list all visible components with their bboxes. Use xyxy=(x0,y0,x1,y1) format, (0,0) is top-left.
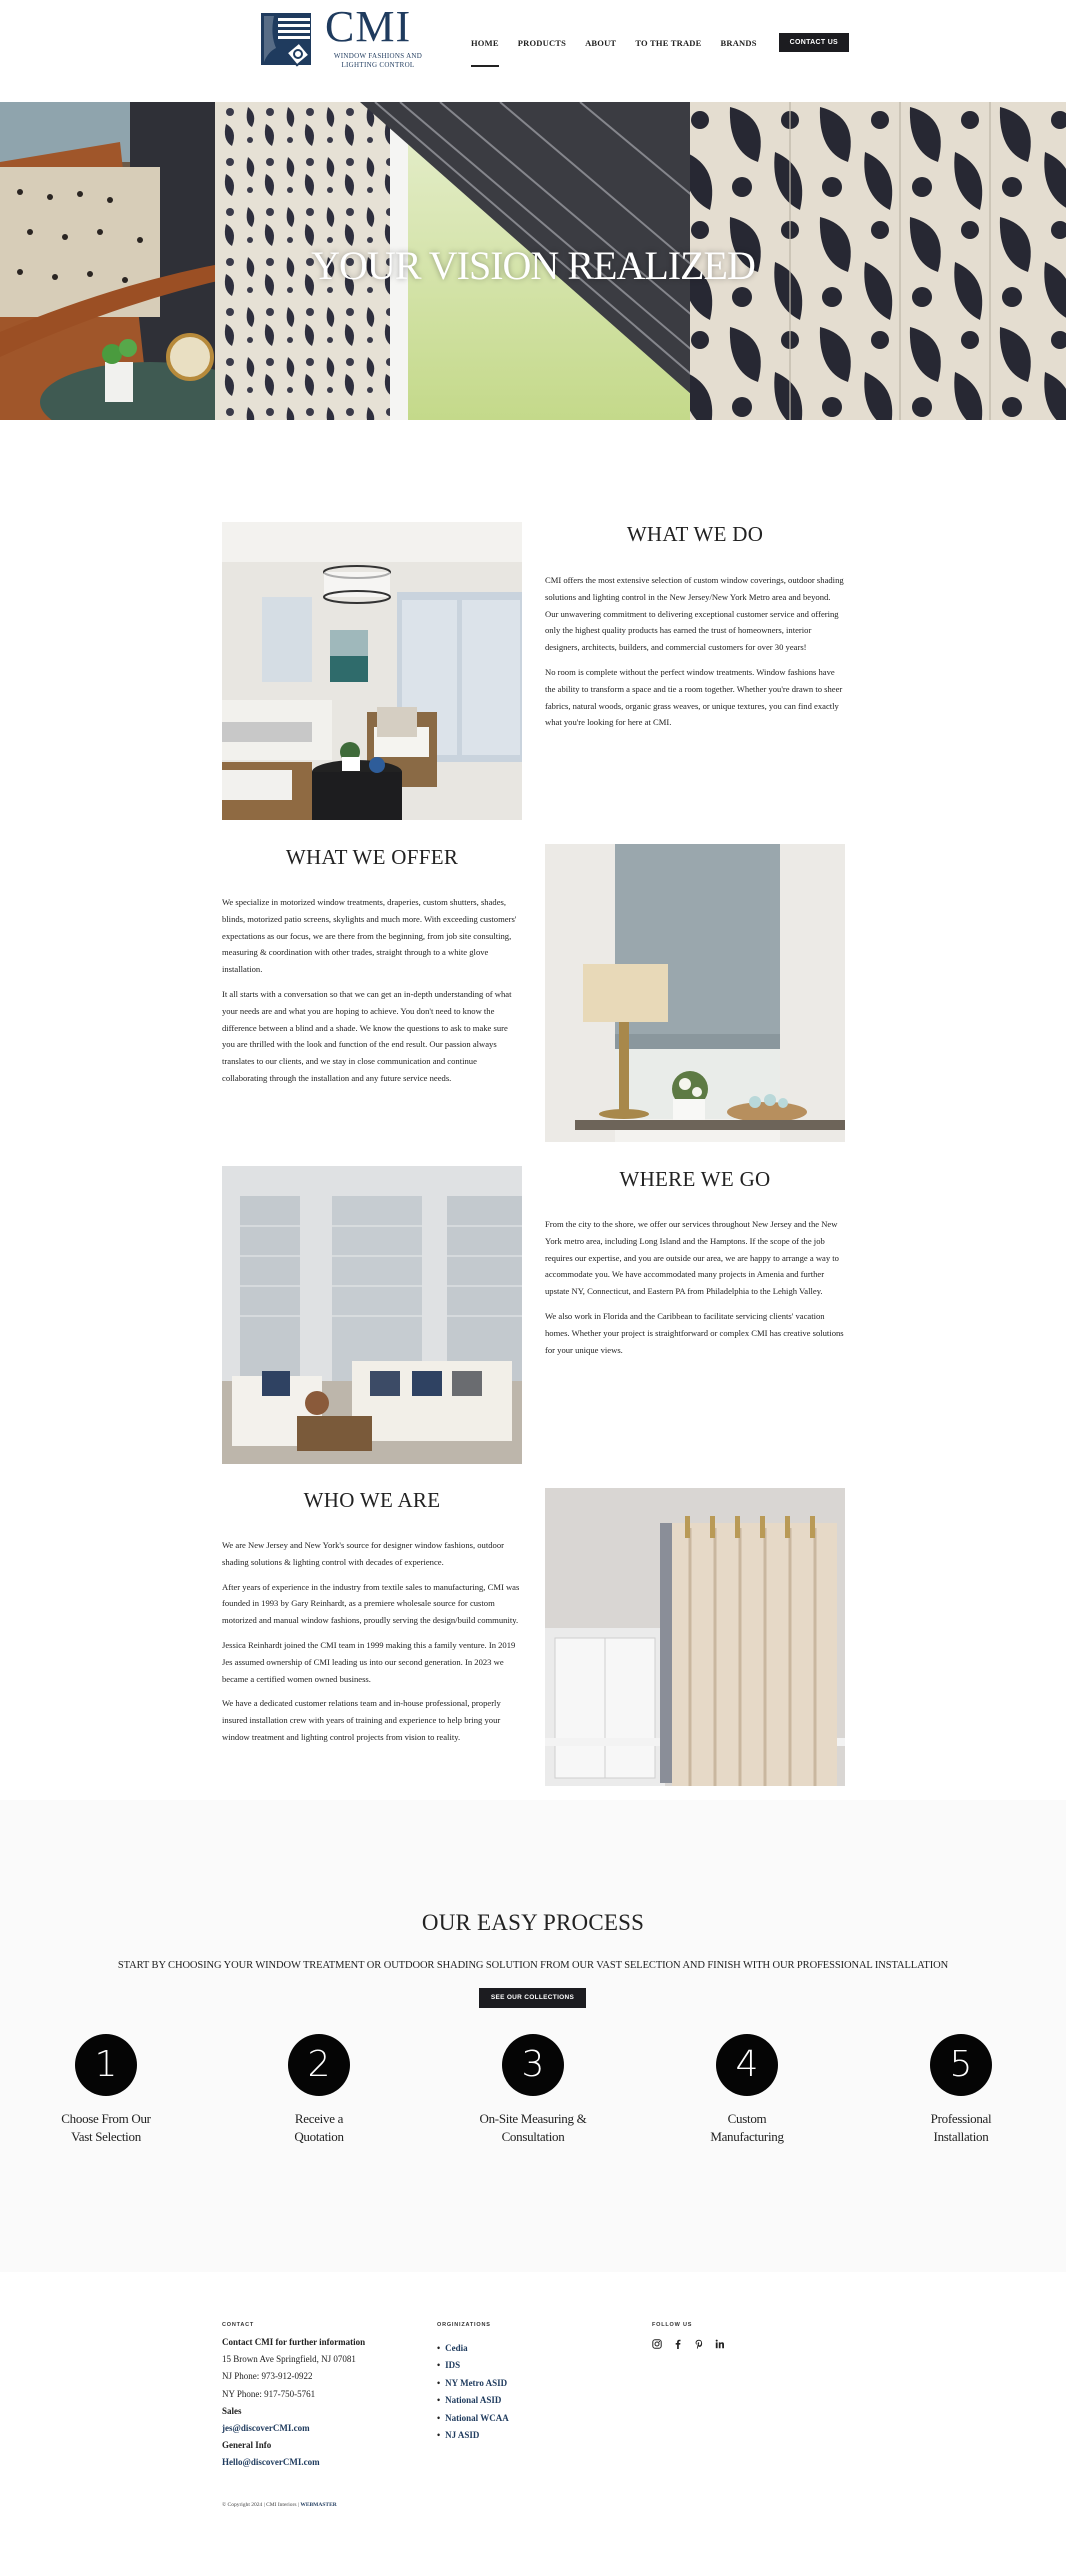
paragraph: Jessica Reinhardt joined the CMI team in 1999 making this a family venture. In 2019 Jes assumed ownership of CMI leading us into our second generation. In 2023 we became a certified women owned business. xyxy=(222,1639,516,1684)
step-label-line2: Quotation xyxy=(294,2129,344,2144)
step-number-badge: 2 xyxy=(288,2034,350,2096)
step-label xyxy=(881,2110,1041,2146)
paragraph: We are New Jersey and New York's source for designer window fashions, outdoor shading solutions & lighting control with decades of experience. xyxy=(222,1540,504,1567)
sales-label: Sales xyxy=(222,2405,242,2416)
paragraph: From the city to the shore, we offer our services throughout New Jersey and the New York metro area, including Long Island and the Hamptons. If the scope of the job requires our expertise, and you are outside our area, we are happy to arrange a way to accommodate you. We have accommodated many projects in Amenia and further upstate NY, Connecticut, and Eastern PA from Philadelphia to the Lehigh Valley. xyxy=(545,1219,839,1297)
paragraph: After years of experience in the industry from textile sales to manufacturing, CMI was founded in 1993 by Gary Reinhardt, as a premiere wholesale source for custom motorized and manual window fashions, proudly serving the design/build community. xyxy=(222,1581,520,1626)
step-label xyxy=(453,2110,613,2146)
section-title-what-we-offer: WHAT WE OFFER xyxy=(285,845,459,869)
pleated-drapery-photo xyxy=(545,1488,845,1786)
process-subtitle: START BY CHOOSING YOUR WINDOW TREATMENT OR OUTDOOR SHADING SOLUTION FROM OUR VAST SELECTION AND FINISH WITH OUR PROFESSIONAL INSTALLATION xyxy=(117,1960,949,1971)
contact-title: Contact CMI for further information xyxy=(222,2337,366,2347)
social-links xyxy=(652,2336,725,2346)
paragraph: CMI offers the most extensive selection of custom window coverings, outdoor shading solutions and lighting control in the New Jersey/New York Metro area and beyond. Our unwavering commitment to delivering exceptional customer service and offering only the highest quality products has earned the trust of homeowners, interior designers, architects, builders, and commercial customers for over 30 years! xyxy=(545,575,844,653)
process-step-2 xyxy=(239,2034,399,2146)
instagram-icon[interactable] xyxy=(652,2336,662,2346)
step-number-badge: 4 xyxy=(716,2034,778,2096)
linkedin-icon[interactable] xyxy=(715,2336,725,2346)
org-link-national-asid[interactable]: • National ASID xyxy=(437,2392,509,2409)
webmaster-link[interactable]: WEBMASTER xyxy=(300,2502,337,2508)
org-link-ids[interactable]: • IDS xyxy=(437,2357,509,2374)
paragraph: It all starts with a conversation so that we can get an in-depth understanding of what your needs are and what you are hoping to achieve. You don't need to know the difference between a blind and a shade. We know the questions to ask to make sure you are thrilled with the look and function of the end result. Our passion always translates to our clients, and we stay in close communication and continue collaborating through the installation and any future service needs. xyxy=(222,988,512,1083)
nav-to-the-trade[interactable]: TO THE TRADE xyxy=(635,37,702,48)
nav-home[interactable]: HOME xyxy=(471,37,499,48)
process-step-3 xyxy=(453,2034,613,2146)
logo-tagline xyxy=(326,52,430,70)
roman-shade-lamp-photo xyxy=(545,844,845,1142)
contact-us-button[interactable]: CONTACT US xyxy=(779,33,849,52)
footer-follow-heading: FOLLOW US xyxy=(652,2322,693,2328)
copyright-notice xyxy=(222,2502,337,2508)
process-step-4 xyxy=(667,2034,827,2146)
general-email-link[interactable]: Hello@discoverCMI.com xyxy=(222,2457,320,2468)
section-body-what-we-offer xyxy=(222,894,522,1095)
contact-nj-phone[interactable]: NJ Phone: 973-912-0922 xyxy=(222,2371,313,2382)
step-label xyxy=(239,2110,399,2146)
nav-products[interactable]: PRODUCTS xyxy=(517,37,567,48)
living-room-sheer-blinds-photo xyxy=(222,1166,522,1464)
paragraph: No room is complete without the perfect window treatments. Window fashions have the ability to transform a space and tie a room together. Whether you're drawn to sheer fabrics, natural woods, organic grass weaves, or unique textures, you can find exactly what you're looking for here at CMI. xyxy=(545,666,843,728)
section-title-what-we-do: WHAT WE DO xyxy=(626,522,764,546)
footer-organizations-heading: ORGINIZATIONS xyxy=(437,2322,491,2328)
org-link-ny-metro-asid[interactable]: • NY Metro ASID xyxy=(437,2375,509,2392)
section-title-where-we-go: WHERE WE GO xyxy=(619,1167,771,1191)
org-link-national-wcaa[interactable]: • National WCAA xyxy=(437,2410,509,2427)
nav-brands[interactable]: BRANDS xyxy=(720,37,757,48)
roman-shade-illustration xyxy=(545,844,845,1142)
step-label-line1: Custom xyxy=(727,2111,767,2126)
logo-tagline-line1: WINDOW FASHIONS AND xyxy=(333,52,423,60)
section-title-who-we-are: WHO WE ARE xyxy=(303,1488,441,1512)
step-label xyxy=(667,2110,827,2146)
general-info-label: General Info xyxy=(222,2440,272,2451)
section-body-who-we-are xyxy=(222,1537,522,1754)
step-label-line2: Installation xyxy=(933,2129,989,2144)
paragraph: We also work in Florida and the Caribbean to facilitate servicing clients' vacation homes. Whether your project is straightforward or complex CMI has creative solutions for your unique views. xyxy=(545,1310,844,1355)
process-section xyxy=(0,1800,1066,2272)
step-number-badge: 5 xyxy=(930,2034,992,2096)
nav-about[interactable]: ABOUT xyxy=(585,37,617,48)
pinterest-icon[interactable] xyxy=(694,2336,704,2346)
site-footer xyxy=(0,2272,1066,2560)
sales-email-link[interactable]: jes@discoverCMI.com xyxy=(222,2423,310,2434)
step-label-line1: On-Site Measuring & xyxy=(479,2111,587,2126)
bedroom-illustration xyxy=(222,522,522,820)
step-label-line1: Receive a xyxy=(294,2111,344,2126)
facebook-icon[interactable] xyxy=(673,2336,683,2346)
hero-title: YOUR VISION REALIZED xyxy=(311,243,755,288)
section-body-what-we-do xyxy=(545,572,845,739)
process-step-5 xyxy=(881,2034,1041,2146)
step-label-line1: Choose From Our xyxy=(61,2111,151,2126)
main-nav xyxy=(471,33,849,52)
cmi-logo[interactable] xyxy=(260,2,430,74)
org-link-nj-asid[interactable]: • NJ ASID xyxy=(437,2427,509,2444)
step-label-line2: Consultation xyxy=(501,2129,565,2144)
footer-contact-block xyxy=(222,2334,365,2472)
living-room-illustration xyxy=(222,1166,522,1464)
window-logo-icon xyxy=(260,12,314,68)
step-label xyxy=(26,2110,186,2146)
step-number-badge: 3 xyxy=(502,2034,564,2096)
see-our-collections-button[interactable]: SEE OUR COLLECTIONS xyxy=(479,1988,586,2008)
step-label-line1: Professional xyxy=(930,2111,992,2126)
paragraph: We specialize in motorized window treatments, draperies, custom shutters, shades, blinds, motorized patio screens, skylights and much more. With exceeding customers' expectations as our focus, we are there from the beginning, from job site consulting, measuring & coordination with other trades, straight through to a white glove installation. xyxy=(222,897,517,975)
step-number-badge: 1 xyxy=(75,2034,137,2096)
step-label-line2: Vast Selection xyxy=(71,2129,141,2144)
logo-tagline-line2: LIGHTING CONTROL xyxy=(341,61,415,69)
paragraph: We have a dedicated customer relations team and in-house professional, properly insured installation crew with years of training and experience to help bring your window treatment and lighting control projects from vision to reality. xyxy=(222,1698,501,1742)
footer-contact-heading: CONTACT xyxy=(222,2322,255,2328)
process-step-1 xyxy=(26,2034,186,2146)
bedroom-sheer-shades-photo xyxy=(222,522,522,820)
step-label-line2: Manufacturing xyxy=(710,2129,784,2144)
drapery-illustration xyxy=(545,1488,845,1786)
site-header xyxy=(0,0,1066,102)
org-link-cedia[interactable]: • Cedia xyxy=(437,2340,509,2357)
contact-ny-phone[interactable]: NY Phone: 917-750-5761 xyxy=(222,2388,316,2399)
hero-banner xyxy=(0,102,1066,420)
section-body-where-we-go xyxy=(545,1216,845,1366)
contact-address: 15 Brown Ave Springfield, NJ 07081 xyxy=(222,2354,356,2365)
copyright-text: © Copyright 2024 | CMI Interiors | xyxy=(222,2502,299,2508)
logo-wordmark: CMI xyxy=(325,2,412,51)
process-title: OUR EASY PROCESS xyxy=(421,1910,645,1935)
organizations-list xyxy=(437,2340,509,2444)
